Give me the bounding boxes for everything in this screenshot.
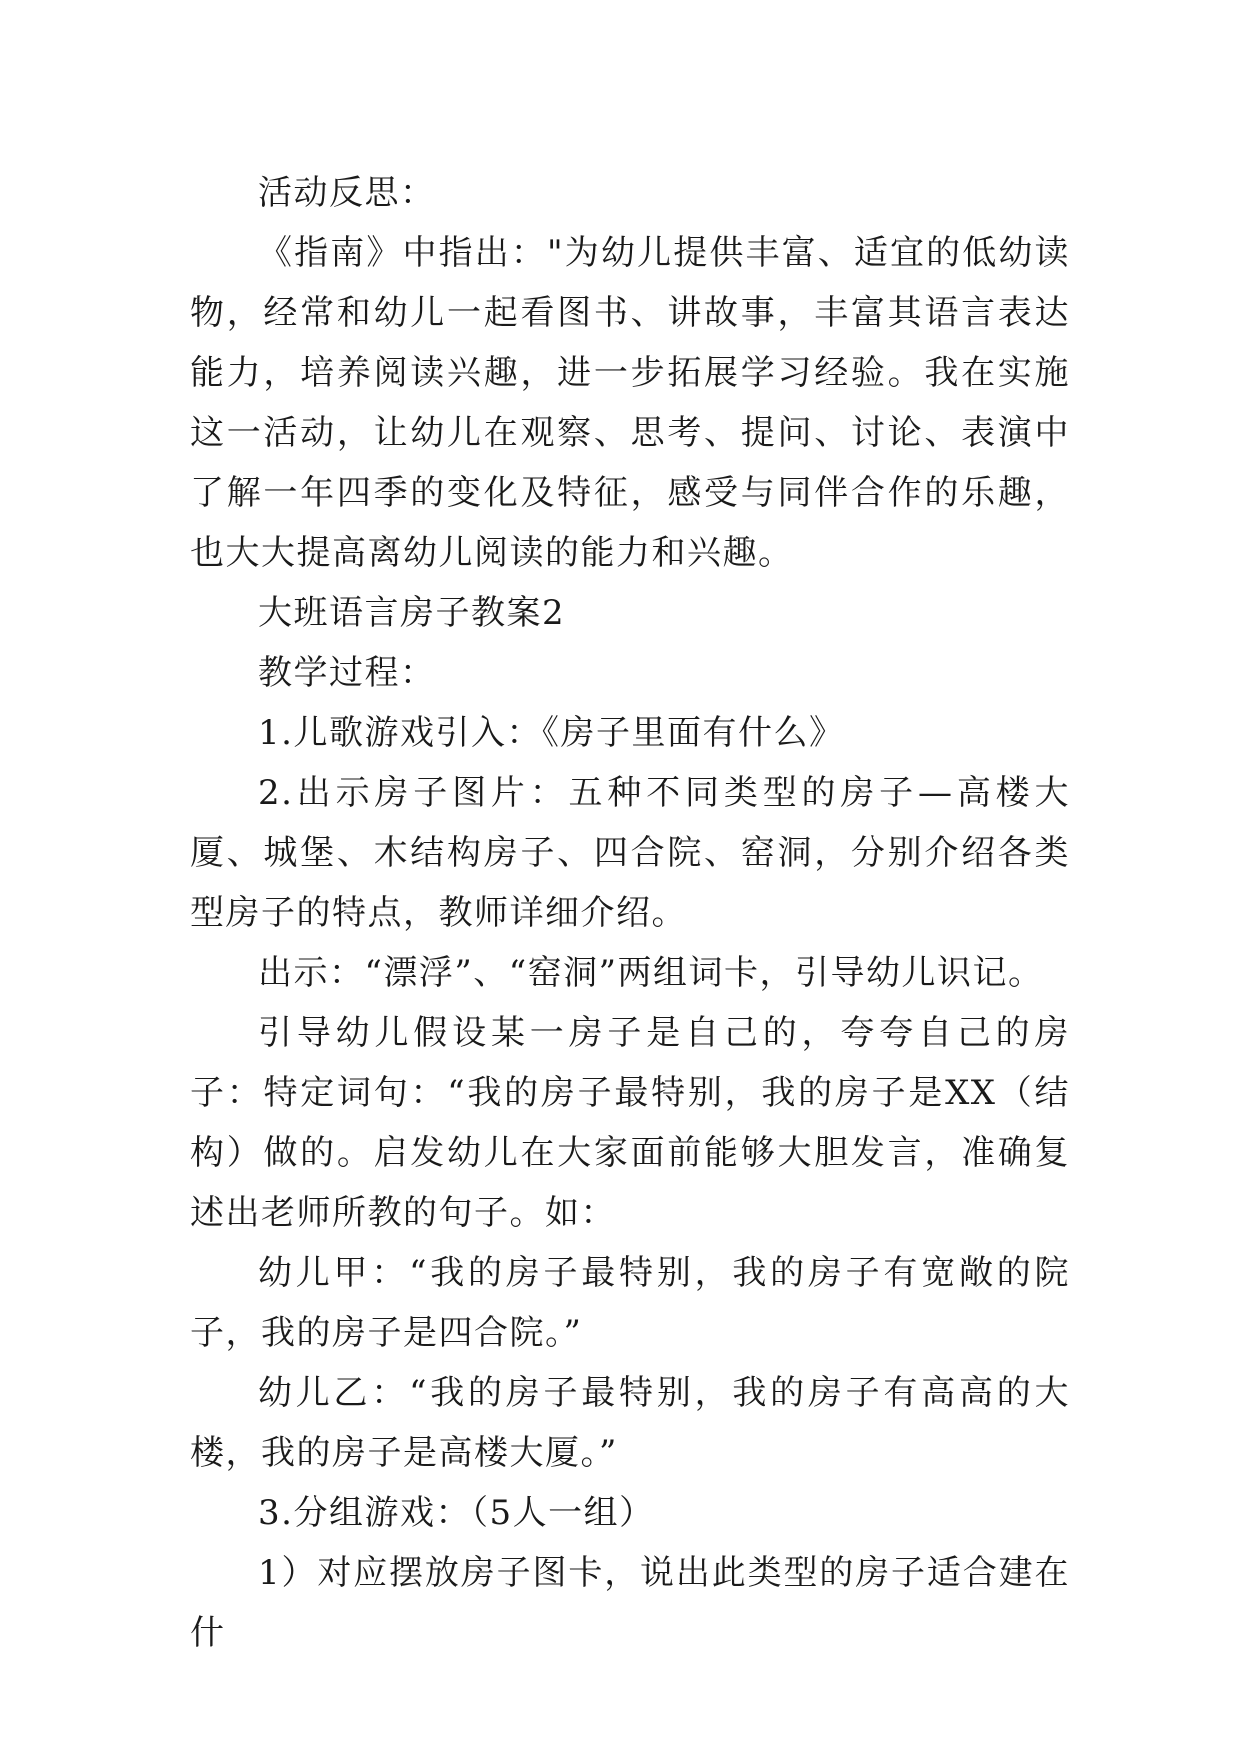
paragraph-step-2: 2.出示房子图片：五种不同类型的房子—高楼大厦、城堡、木结构房子、四合院、窑洞，分别介绍各类型房子的特点，教师详细介绍。 [190,773,1070,933]
paragraph-word-cards: 出示：“漂浮”、“窑洞”两组词卡，引导幼儿识记。 [258,953,1044,993]
paragraph-guide-quote: 《指南》中指出："为幼儿提供丰富、适宜的低幼读物，经常和幼儿一起看图书、讲故事，丰富其语言表达能力，培养阅读兴趣，进一步拓展学习经验。我在实施这一活动，让幼儿在观察、思考、提问、讨论、表演中了解一年四季的变化及特征，感受与同伴合作的乐趣，也大大提高离幼儿阅读的能力和兴趣。 [190,233,1070,573]
paragraph-step-1: 1.儿歌游戏引入：《房子里面有什么》 [258,713,845,753]
document-body [190,163,1070,1663]
paragraph-child-b: 幼儿乙：“我的房子最特别，我的房子有高高的大楼，我的房子是高楼大厦。” [190,1373,1070,1473]
paragraph-teaching-process-heading: 教学过程： [258,653,436,693]
paragraph-step-3: 3.分组游戏：（5人一组） [258,1493,655,1533]
paragraph-lesson-title: 大班语言房子教案2 [258,593,566,633]
paragraph-child-a: 幼儿甲：“我的房子最特别，我的房子有宽敞的院子，我的房子是四合院。” [190,1253,1070,1353]
paragraph-step-3-item-1: 1）对应摆放房子图卡，说出此类型的房子适合建在什 [190,1553,1070,1653]
paragraph-guide-children: 引导幼儿假设某一房子是自己的，夸夸自己的房子：特定词句：“我的房子最特别，我的房子是XX（结构）做的。启发幼儿在大家面前能够大胆发言，准确复述出老师所教的句子。如： [190,1013,1070,1233]
paragraph-reflection-heading: 活动反思： [258,173,436,213]
